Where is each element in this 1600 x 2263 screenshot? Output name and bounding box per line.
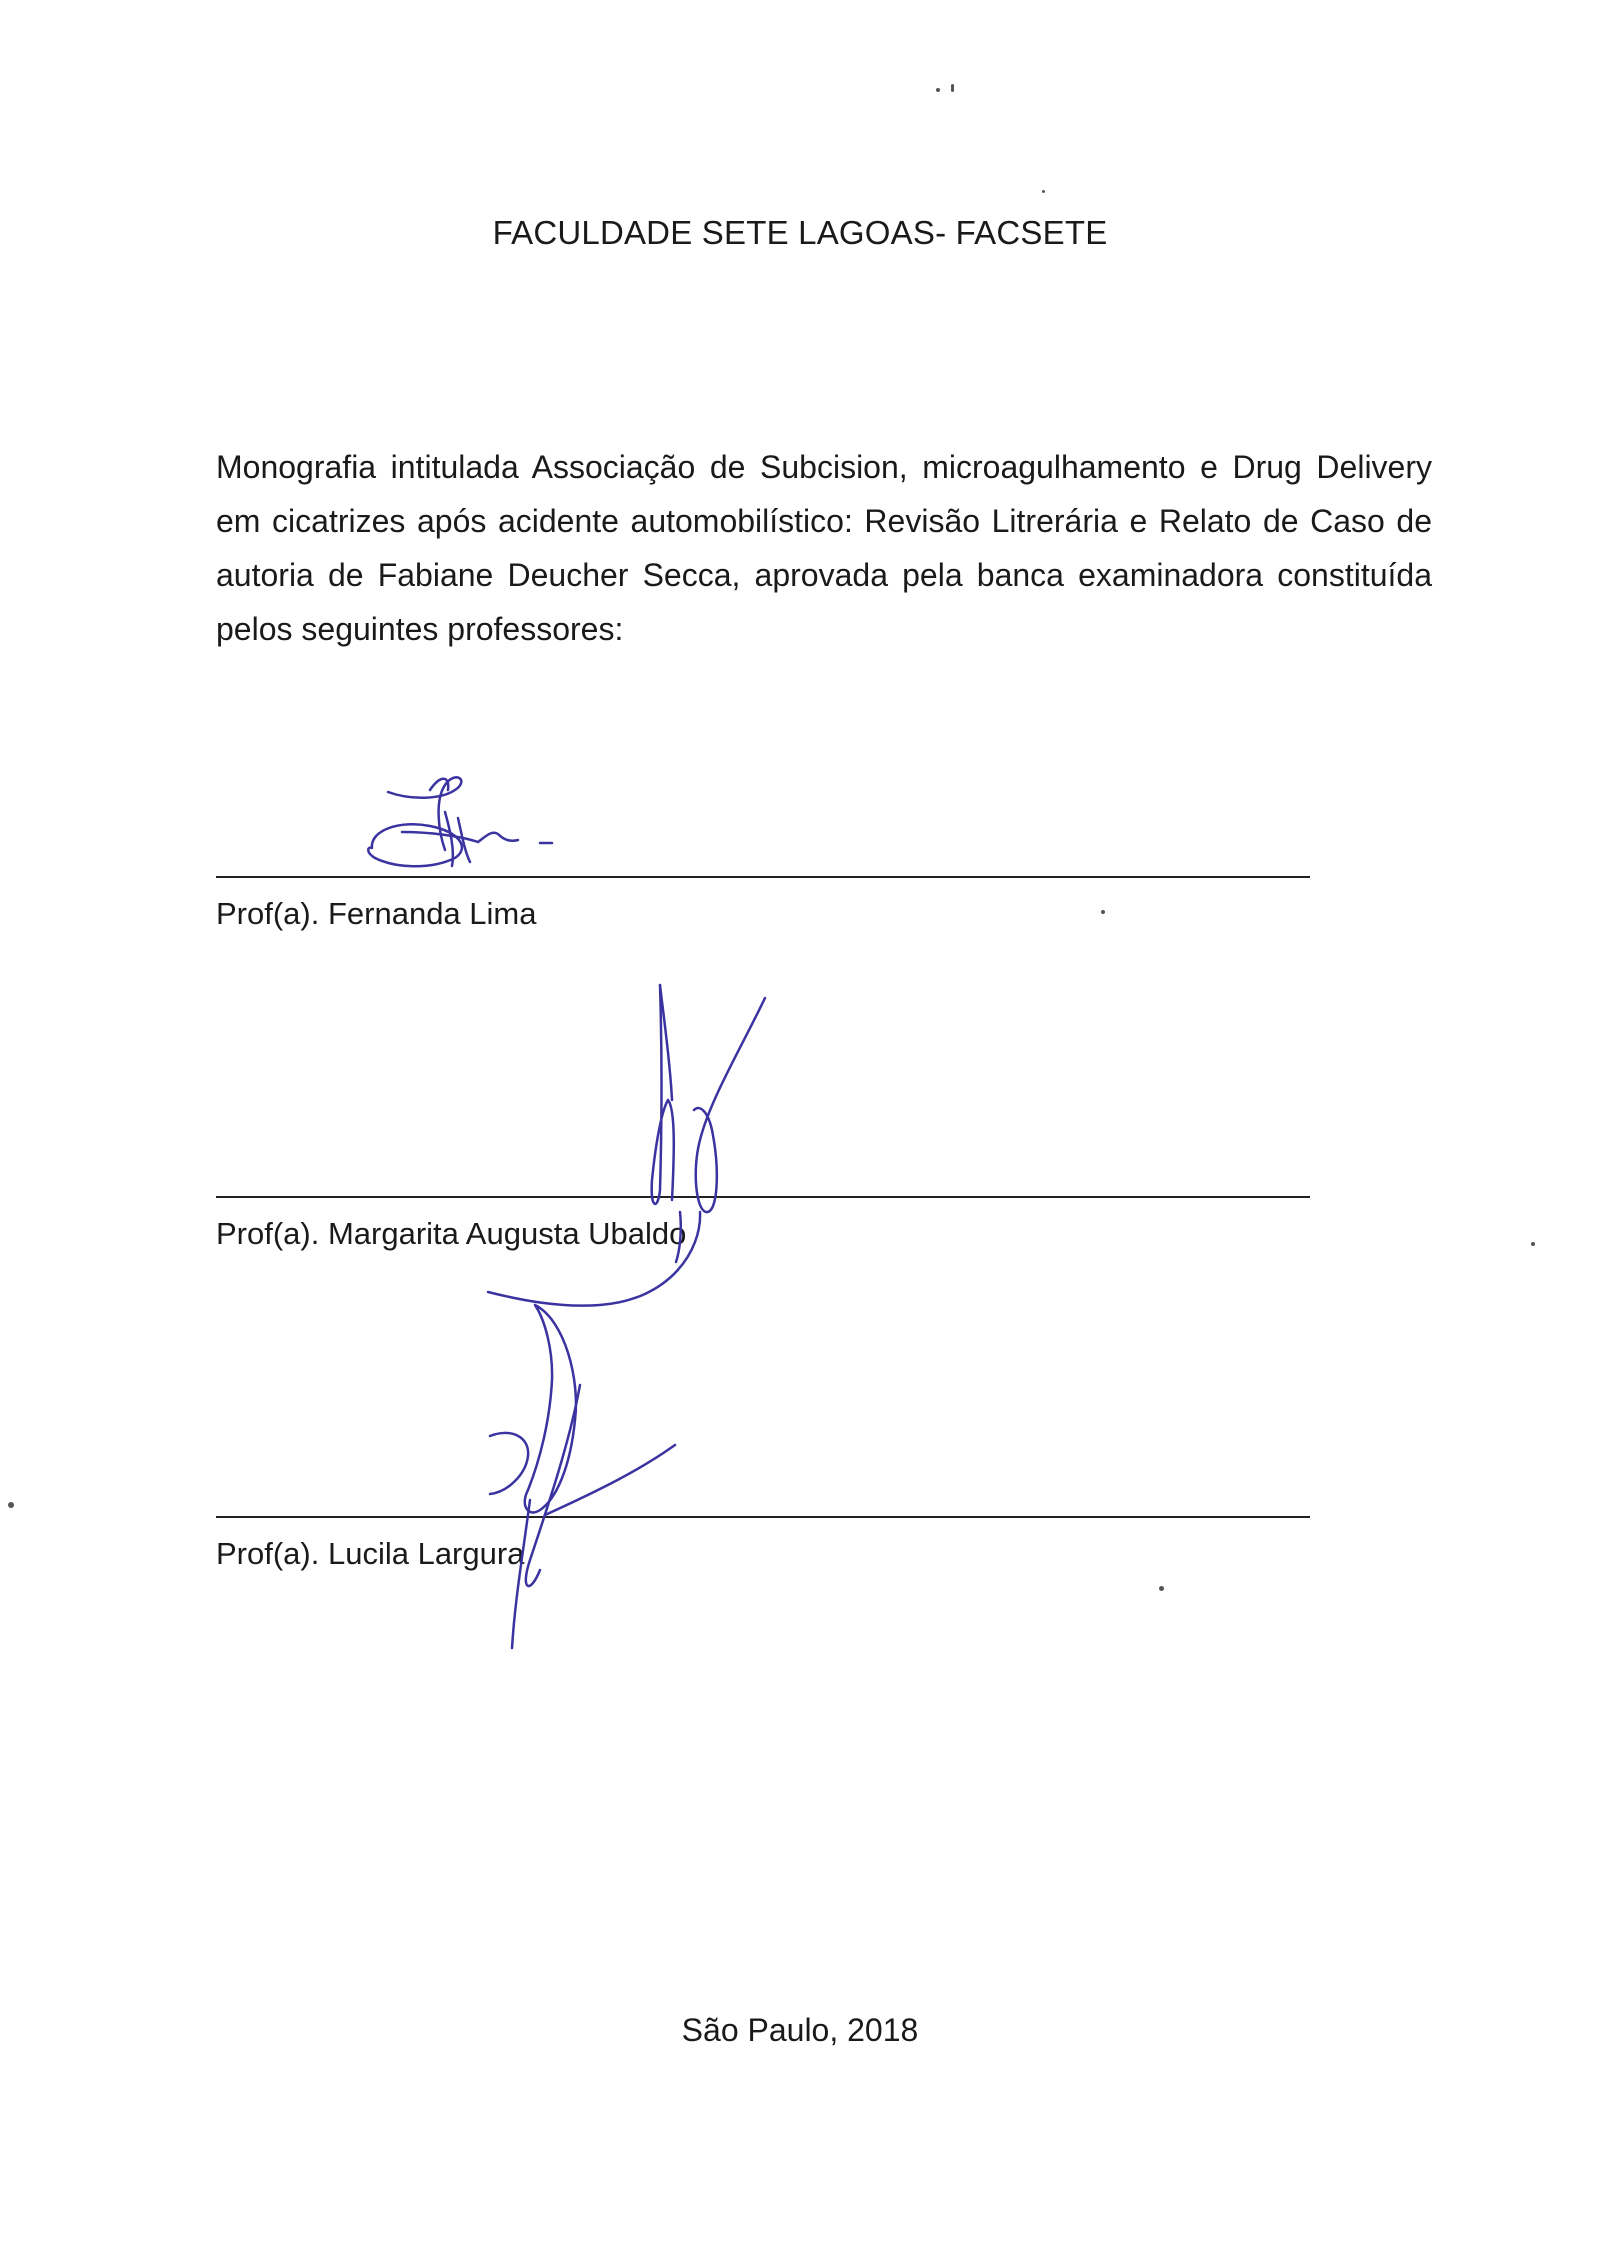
place-and-date: São Paulo, 2018 bbox=[681, 2012, 919, 2048]
signature-3-icon bbox=[490, 1305, 675, 1648]
approval-paragraph: Monografia intitulada Associação de Subcision, microagulhamento e Drug Delivery em cicatrizes após acidente automobilístico: Revisão Litrerária e Relato de Caso de autoria de Fabiane Deucher Secca, aprovada pela banca examinadora constituída pelos seguintes professores: bbox=[216, 449, 1432, 647]
institution-title: FACULDADE SETE LAGOAS- FACSETE bbox=[492, 214, 1108, 251]
scan-speck bbox=[951, 84, 954, 92]
scan-speck bbox=[8, 1502, 14, 1508]
examiner-name: Prof(a). Fernanda Lima bbox=[216, 896, 537, 931]
signature-block-2 bbox=[216, 1196, 1310, 1252]
scan-speck bbox=[1101, 910, 1105, 914]
signature-line bbox=[216, 1516, 1310, 1518]
scan-speck bbox=[1159, 1586, 1164, 1591]
scan-speck bbox=[936, 88, 940, 92]
examiner-name: Prof(a). Lucila Largura bbox=[216, 1536, 525, 1571]
examiner-name: Prof(a). Margarita Augusta Ubaldo bbox=[216, 1216, 687, 1251]
scan-speck bbox=[1042, 190, 1045, 193]
signature-line bbox=[216, 876, 1310, 878]
signature-block-3 bbox=[216, 1516, 1310, 1572]
signature-line bbox=[216, 1196, 1310, 1198]
signature-block-1 bbox=[216, 876, 1310, 932]
signature-1-icon bbox=[368, 777, 552, 866]
signature-2-icon bbox=[488, 985, 765, 1306]
scan-speck bbox=[1531, 1242, 1535, 1246]
